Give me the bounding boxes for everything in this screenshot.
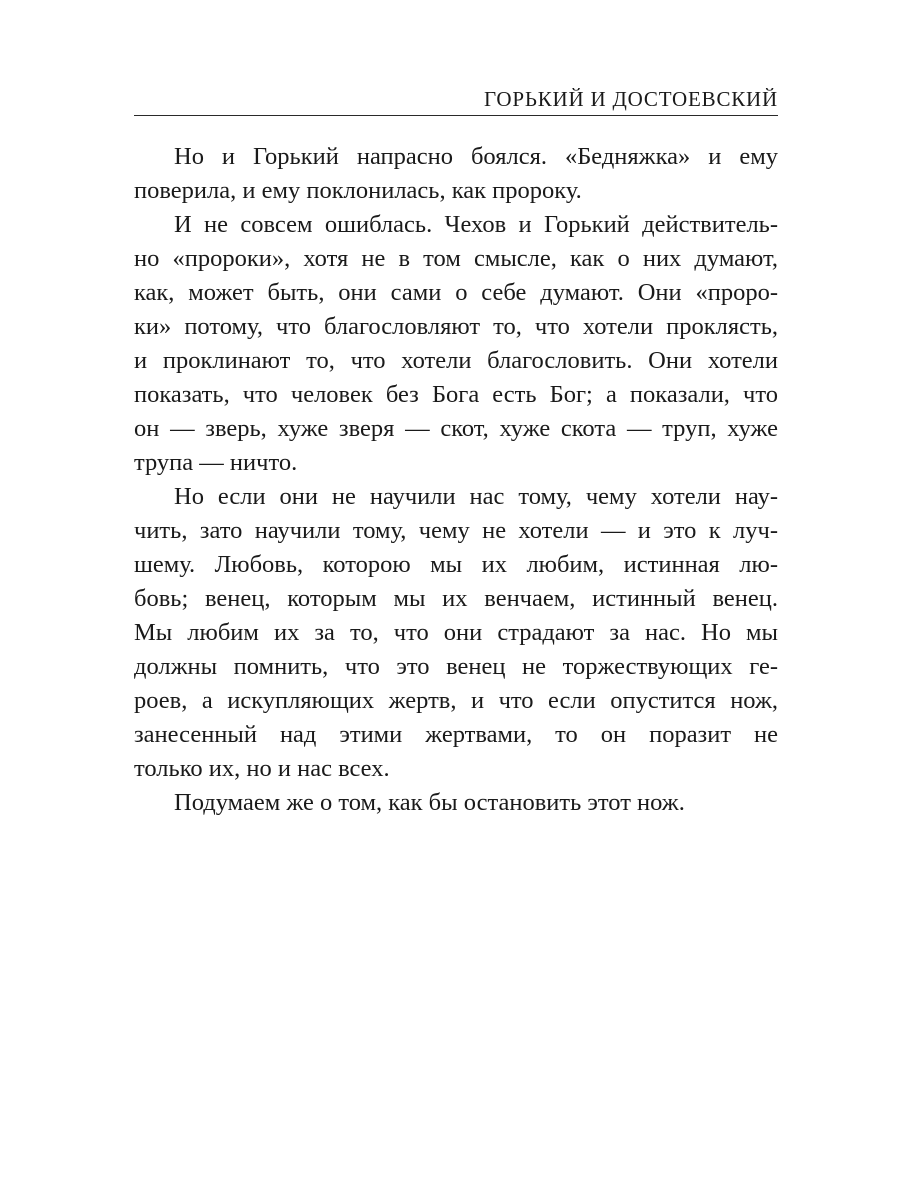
text-line: И не совсем ошиблась. Чехов и Горький действитель- <box>174 211 778 238</box>
paragraph <box>134 786 778 820</box>
text-line: и проклинают то, что хотели благословить. Они хотели <box>134 347 778 374</box>
text-line: поверила, и ему поклонилась, как пророку. <box>134 177 582 204</box>
text-line: только их, но и нас всех. <box>134 755 390 782</box>
text-line: чить, зато научили тому, чему не хотели — и это к луч- <box>134 517 778 544</box>
text-line: ки» потому, что благословляют то, что хотели проклясть, <box>134 313 778 340</box>
text-line: он — зверь, хуже зверя — скот, хуже скота — труп, хуже <box>134 415 778 442</box>
paragraph <box>134 480 778 786</box>
text-line: Мы любим их за то, что они страдают за нас. Но мы <box>134 619 778 646</box>
paragraph <box>134 140 778 208</box>
text-line: как, может быть, они сами о себе думают. Они «проро- <box>134 279 778 306</box>
text-line: роев, а искупляющих жертв, и что если опустится нож, <box>134 687 778 714</box>
paragraph <box>134 208 778 480</box>
running-head: ГОРЬКИЙ И ДОСТОЕВСКИЙ <box>484 87 778 111</box>
text-line: Подумаем же о том, как бы остановить этот нож. <box>174 789 685 816</box>
text-line: трупа — ничто. <box>134 449 298 476</box>
text-line: Но если они не научили нас тому, чему хотели нау- <box>174 483 778 510</box>
text-line: но «пророки», хотя не в том смысле, как о них думают, <box>134 245 778 272</box>
text-line: должны помнить, что это венец не торжествующих ге- <box>134 653 778 680</box>
text-line: занесенный над этими жертвами, то он поразит не <box>134 721 778 748</box>
header-rule <box>134 115 778 116</box>
text-line: Но и Горький напрасно боялся. «Бедняжка» и ему <box>174 143 778 170</box>
text-line: шему. Любовь, которою мы их любим, истинная лю- <box>134 551 778 578</box>
text-line: показать, что человек без Бога есть Бог; а показали, что <box>134 381 778 408</box>
body-text <box>134 140 778 820</box>
text-line: бовь; венец, которым мы их венчаем, истинный венец. <box>134 585 778 612</box>
